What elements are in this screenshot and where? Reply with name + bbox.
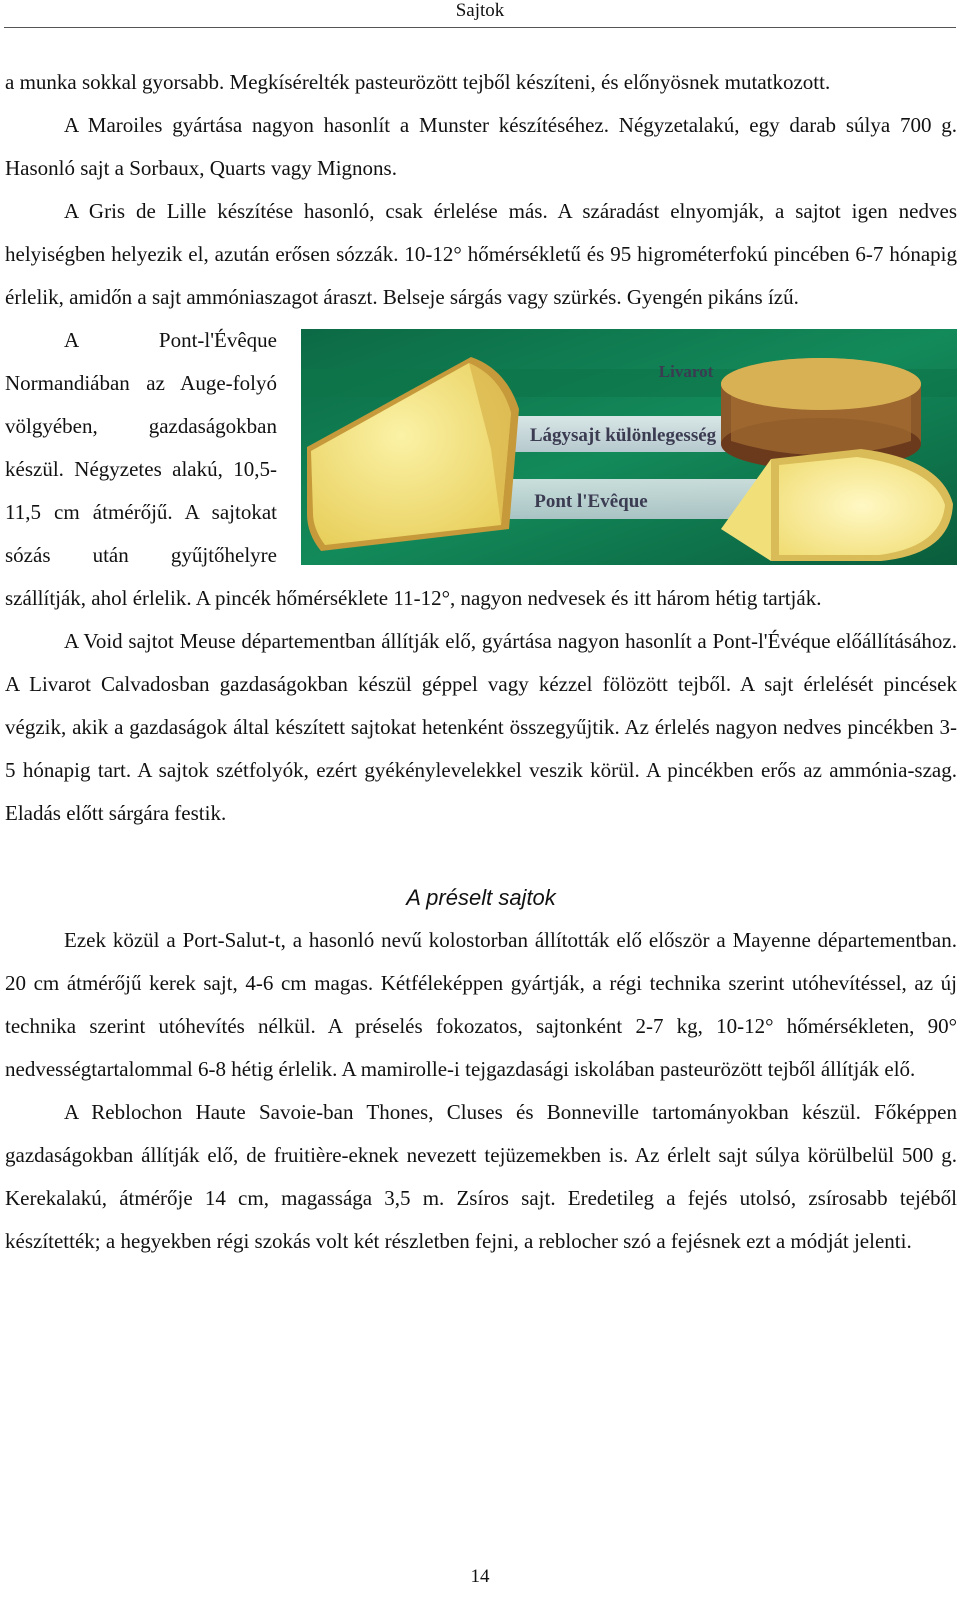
running-title: Sajtok — [455, 0, 505, 21]
livarot-cheese — [721, 358, 921, 470]
paragraph: a munka sokkal gyorsabb. Megkísérelték pasteurözött tejből készíteni, és előnyösnek mutatkozott. — [5, 70, 831, 94]
paragraph: A Gris de Lille készítése hasonló, csak érlelése más. A száradást elnyomják, a sajtot igen nedves helyiségben helyezik el, azután erősen sózzák. 10-12° hőmérsékletű és 95 higrométerfokú pincében 6-7 hónapig érlelik, amidőn a sajt ammóniaszagot áraszt. Belseje sárgás vagy szürkés. Gyengén pikáns ízű. — [5, 199, 957, 309]
header-rule — [4, 27, 956, 28]
cheese-illustration — [301, 329, 957, 565]
page-number: 14 — [470, 1566, 490, 1587]
section-heading: A préselt sajtok — [406, 885, 556, 910]
label-livarot: Livarot — [658, 362, 714, 381]
page-body — [5, 61, 957, 1263]
label-pont-leveque: Pont l'Evêque — [534, 491, 648, 512]
paragraph: Ezek közül a Port-Salut-t, a hasonló nevű kolostorban állították elő először a Mayenne départementban. 20 cm átmérőjű kerek sajt, 4-6 cm magas. Kétféleképpen gyártják, a régi technika szerint utóhevítéssel, az új technika szerint utóhevítés nélkül. A préselés fokozatos, sajtonként 2-7 kg, 10-12° hőmérsékleten, 90° nedvességtartalommal 6-8 hétig érlelik. A mamirolle-i tejgazdasági iskolában pasteurözött tejből állítják elő. — [5, 928, 957, 1081]
paragraph: A Void sajtot Meuse départementban állítják elő, gyártása nagyon hasonlít a Pont-l'Évéque előállításához. A Livarot Calvadosban gazdaságokban készül géppel vagy kézzel fölözött tejből. A sajt érlelését pincések végzik, akik a gazdaságok által készített sajtokat hetenként összegyűjtik. Az érlelés nagyon nedves pincékben 3-5 hónapig tart. A sajtok szétfolyók, ezért gyékénylevelekkel veszik körül. A pincékben erős az ammónia-szag. Eladás előtt sárgára festik. — [5, 629, 957, 825]
paragraph: A Maroiles gyártása nagyon hasonlít a Munster készítéséhez. Négyzetalakú, egy darab súlya 700 g. Hasonló sajt a Sorbaux, Quarts vagy Mignons. — [5, 113, 957, 180]
paragraph: A Reblochon Haute Savoie-ban Thones, Cluses és Bonneville tartományokban készül. Főképpen gazdaságokban állítják elő, de fruitière-eknek nevezett tejüzemekben is. Az érlelt sajt súlya körülbelül 500 g. Kerekalakú, átmérője 14 cm, magassága 3,5 m. Zsíros sajt. Eredetileg a fejés utolsó, zsírosabb tejéből készítették; a hegyekben régi szokás volt két részletben fejni, a reblocher szó a fejésnek ezt a módját jelenti. — [5, 1100, 957, 1253]
page-header — [0, 0, 960, 26]
paragraph: A Pont-l'Évêque Normandiában az Auge-folyó völgyében, gazdaságokban készül. Négyzetes alakú, 10,5-11,5 cm átmérőjű. A sajtokat sózás után gyűjtőhelyre szállítják, ahol érlelik. A pincék hőmérséklete 11-12°, nagyon nedvesek és itt három hétig tartják. — [5, 328, 822, 610]
cheese-illustration-svg — [301, 329, 957, 565]
label-soft-cheese: Lágysajt különlegesség — [529, 425, 717, 446]
